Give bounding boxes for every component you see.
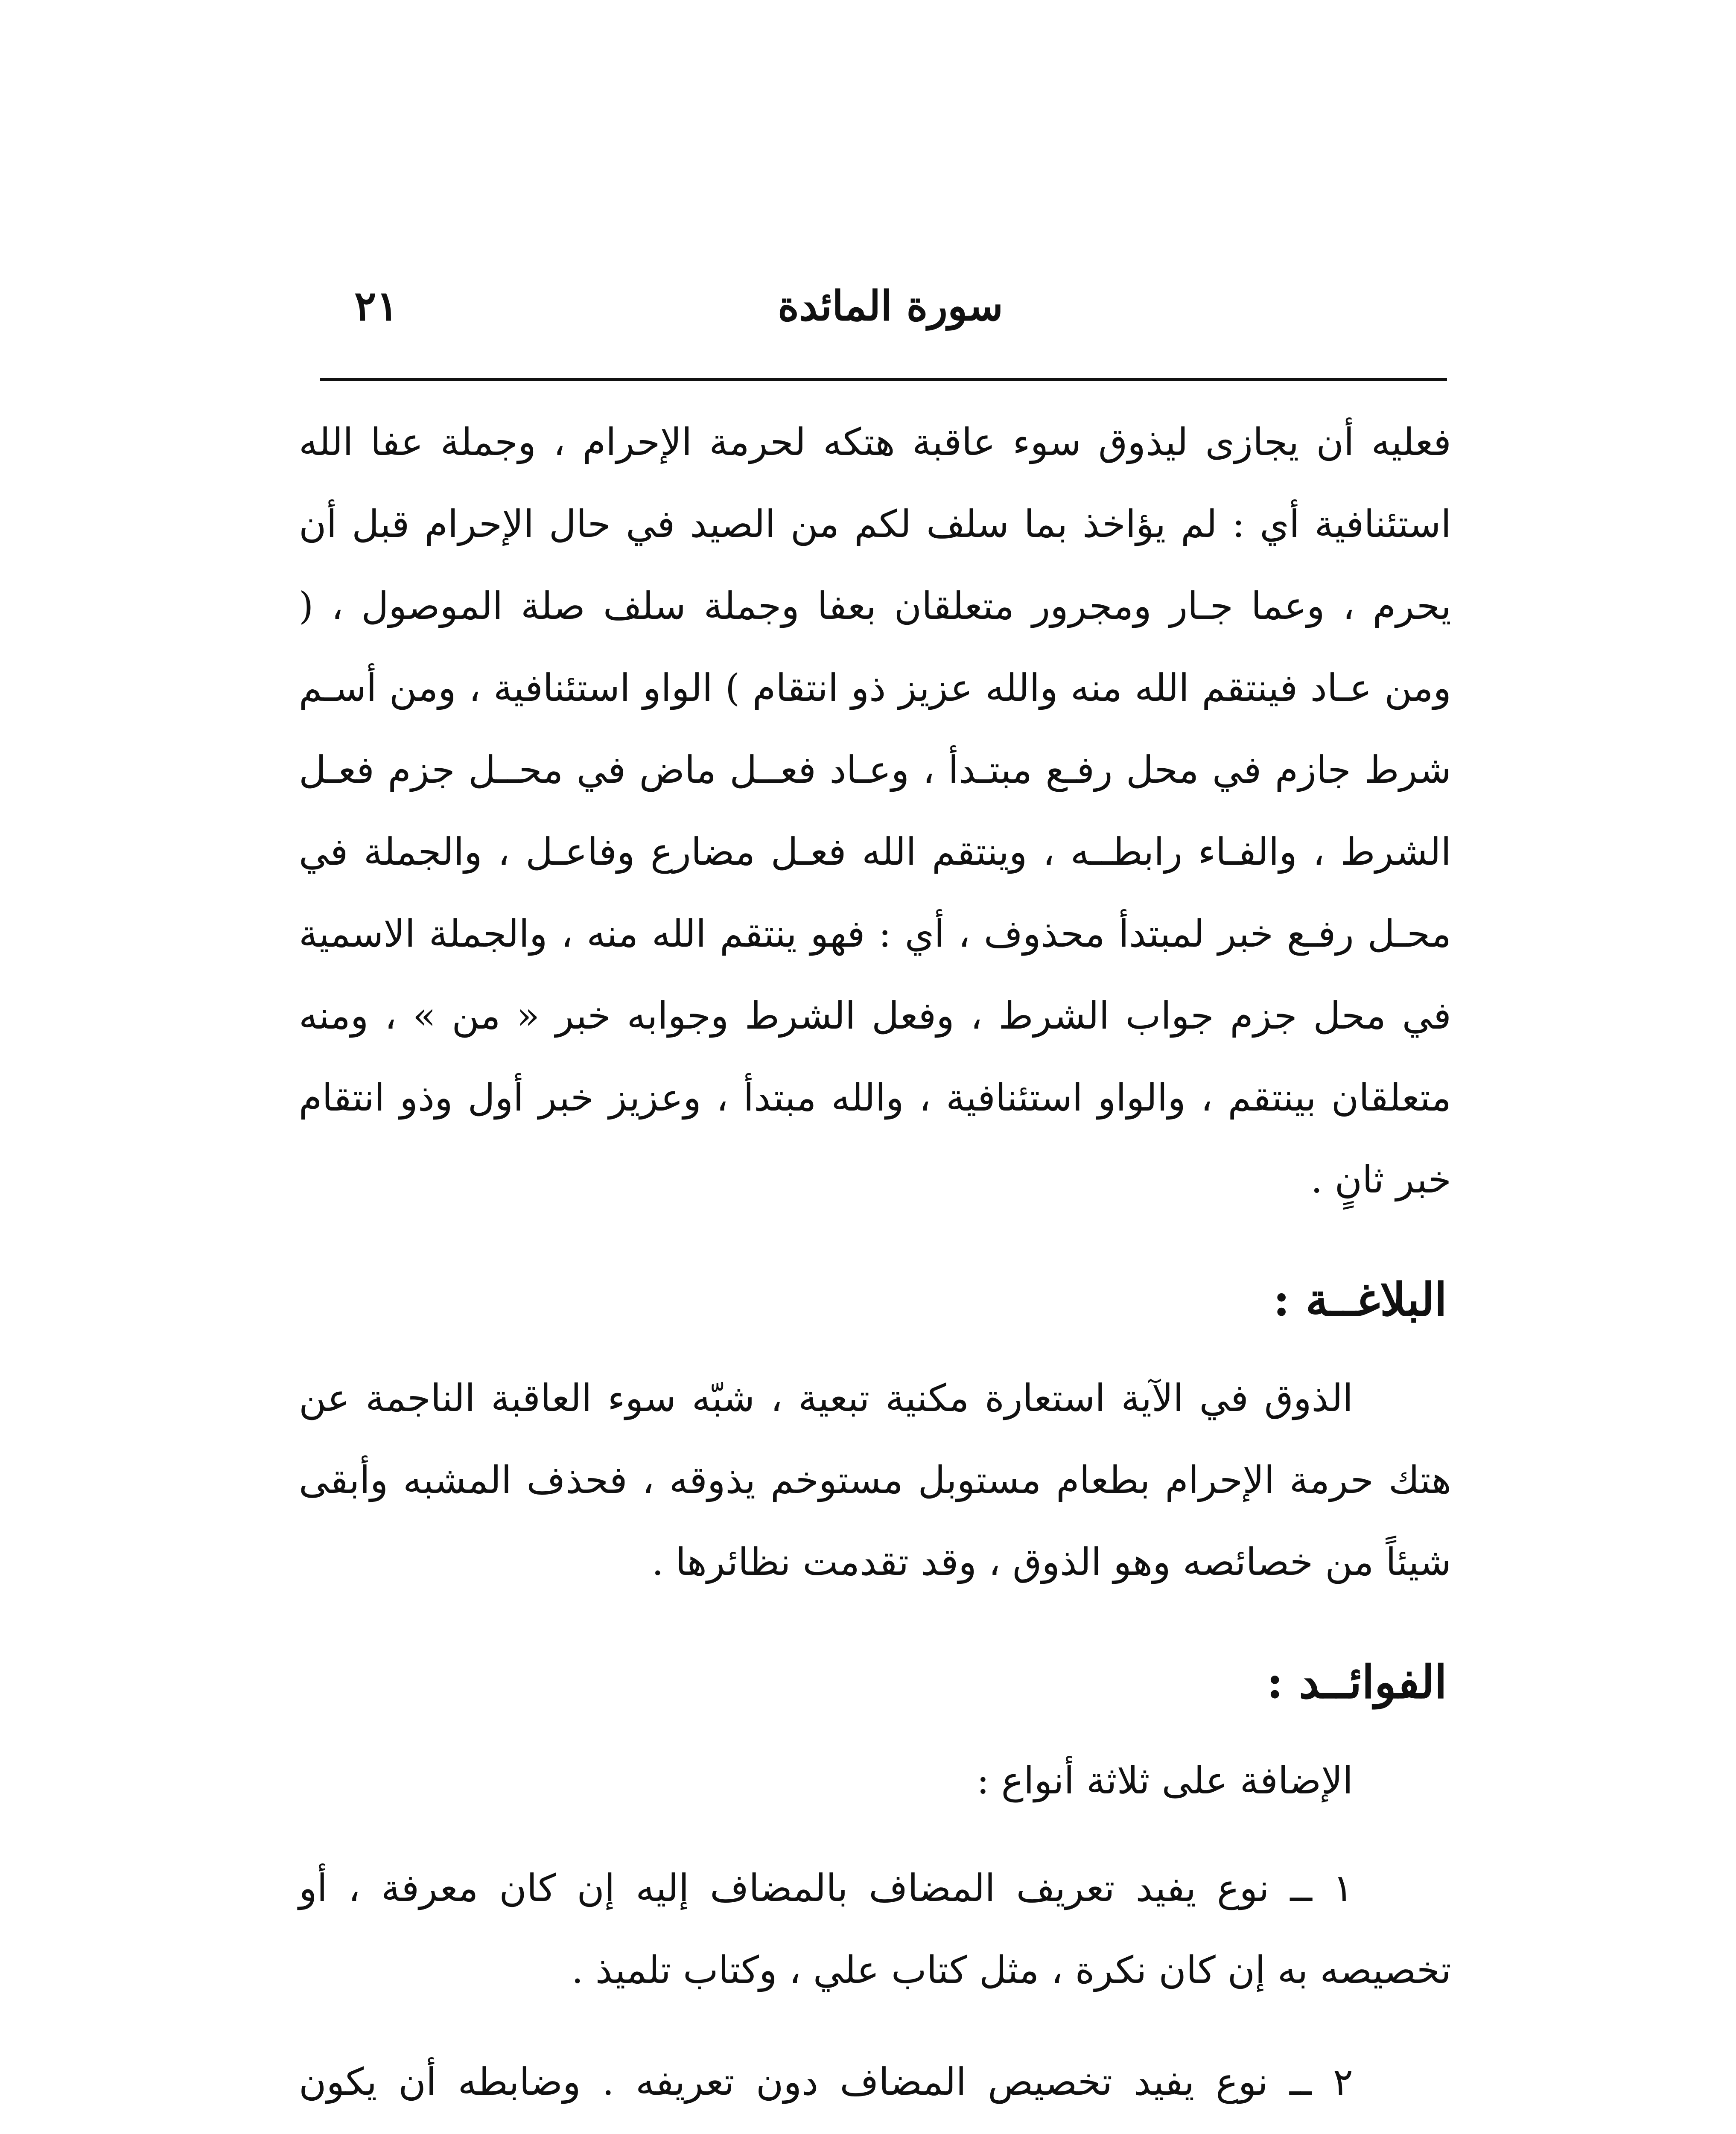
fawaid-intro: الإضافة على ثلاثة أنواع : (977, 1758, 1353, 1802)
balagha-heading: البلاغــة : (1273, 1273, 1447, 1326)
page-header (320, 256, 1473, 354)
page-content (299, 401, 1451, 2134)
fawaid-item-2: ٢ ــ نوع يفيد تخصيص المضاف دون تعريفه . وضابطه أن يكون (299, 2060, 1353, 2104)
running-title: سورة المائدة (777, 282, 1003, 330)
header-rule (320, 378, 1447, 381)
fawaid-item-1: ١ ــ نوع يفيد تعريف المضاف بالمضاف إليه إن كان معرفة ، أو تخصيصه به إن كان نكرة ، مثل كتاب علي ، وكتاب تلميذ . (299, 1866, 1451, 1992)
fawaid-heading: الفوائــد : (1266, 1655, 1447, 1708)
balagha-paragraph: الذوق في الآية استعارة مكنية تبعية ، شبّه سوء العاقبة الناجمة عن هتك حرمة الإحرام بطعام مستوبل مستوخم يذوقه ، فحذف المشبه وأبقى شيئاً من خصائصه وهو الذوق ، وقد تقدمت نظائرها . (299, 1376, 1451, 1584)
page-number: ٢١ (354, 282, 399, 330)
irab-paragraph: فعليه أن يجازى ليذوق سوء عاقبة هتكه لحرمة الإحرام ، وجملة عفا الله استئنافية أي : لم يؤاخذ بما سلف لكم من الصيد في حال الإحرام قبل أن يحرم ، وعما جـار ومجرور متعلقان بعفا وجملة سلف صلة الموصول ، ( ومن عـاد فينتقم الله منه والله عزيز ذو انتقام ) الواو استئنافية ، ومن أسـم شرط جازم في محل رفـع مبتـدأ ، وعـاد فعــل ماض في محــل جزم فعـل الشرط ، والفـاء رابطــه ، وينتقم الله فعـل مضارع وفاعـل ، والجملة في محـل رفـع خبر لمبتدأ محذوف ، أي : فهو ينتقم الله منه ، والجملة الاسمية في محل جزم جواب الشرط ، وفعل الشرط وجوابه خبر « من » ، ومنه متعلقان بينتقم ، والواو استئنافية ، والله مبتدأ ، وعزيز خبر أول وذو انتقام خبر ثانٍ . (299, 420, 1452, 1201)
